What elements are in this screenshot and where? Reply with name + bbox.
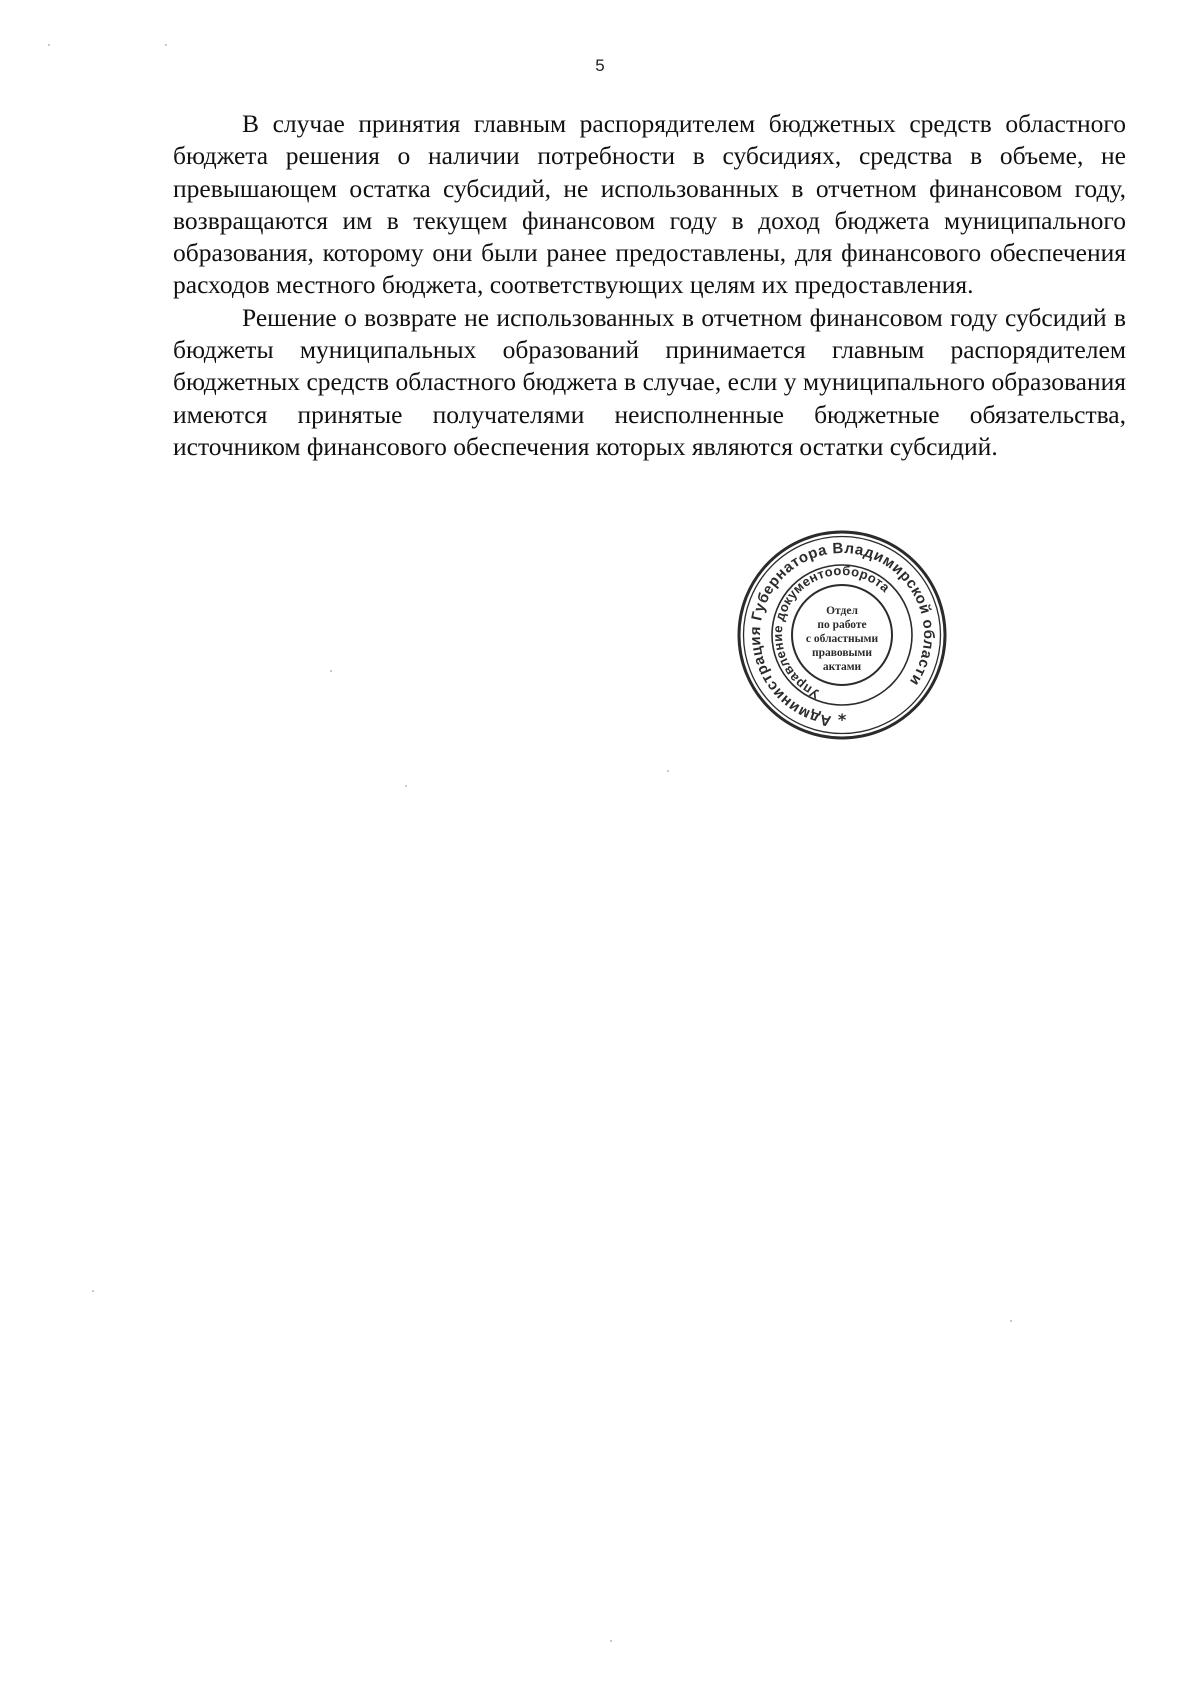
stamp-star: * bbox=[837, 710, 847, 729]
stamp-center-line: по работе bbox=[817, 619, 867, 631]
document-body bbox=[173, 108, 1126, 463]
paragraph-return-decision: Решение о возврате не использованных в отчетном финансовом году субсидий в бюджеты муниципальных образований принимается главным распорядителем бюджетных средств областного бюджета в случае, если у муниципального образования имеются принятые получателями неисполненные бюджетные обязательства, источником финансового обеспечения которых являются остатки субсидий. bbox=[173, 302, 1126, 461]
stamp-center-line: правовыми bbox=[811, 647, 873, 659]
official-stamp bbox=[736, 529, 948, 741]
scan-speck bbox=[48, 44, 50, 46]
scan-speck bbox=[1010, 1320, 1012, 1322]
stamp-center-line: с областными bbox=[805, 633, 879, 645]
scan-speck bbox=[667, 770, 669, 772]
stamp-inner-ring-text: Управление документооборота bbox=[769, 562, 894, 702]
stamp-outer-ring-text: Администрация Губернатора Владимирской области bbox=[746, 539, 938, 730]
stamp-center-line: Отдел bbox=[826, 605, 858, 617]
paragraph-subsidy-return: В случае принятия главным распорядителем бюджетных средств областного бюджета решения о наличии потребности в субсидиях, средства в объеме, не превышающем остатка субсидий, не использованных в отчетном финансовом году, возвращаются им в текущем финансовом году в доход бюджета муниципального образования, которому они были ранее предоставлены, для финансового обеспечения расходов местного бюджета, соответствующих целям их предоставления. bbox=[173, 109, 1126, 300]
scan-speck bbox=[92, 1290, 94, 1292]
stamp-center-text bbox=[806, 605, 879, 673]
scan-speck bbox=[330, 670, 332, 672]
scan-speck bbox=[610, 1640, 612, 1642]
stamp-center-line: актами bbox=[822, 661, 862, 673]
scan-speck bbox=[405, 785, 407, 787]
page-number: 5 bbox=[595, 56, 605, 75]
scan-speck bbox=[165, 44, 167, 46]
